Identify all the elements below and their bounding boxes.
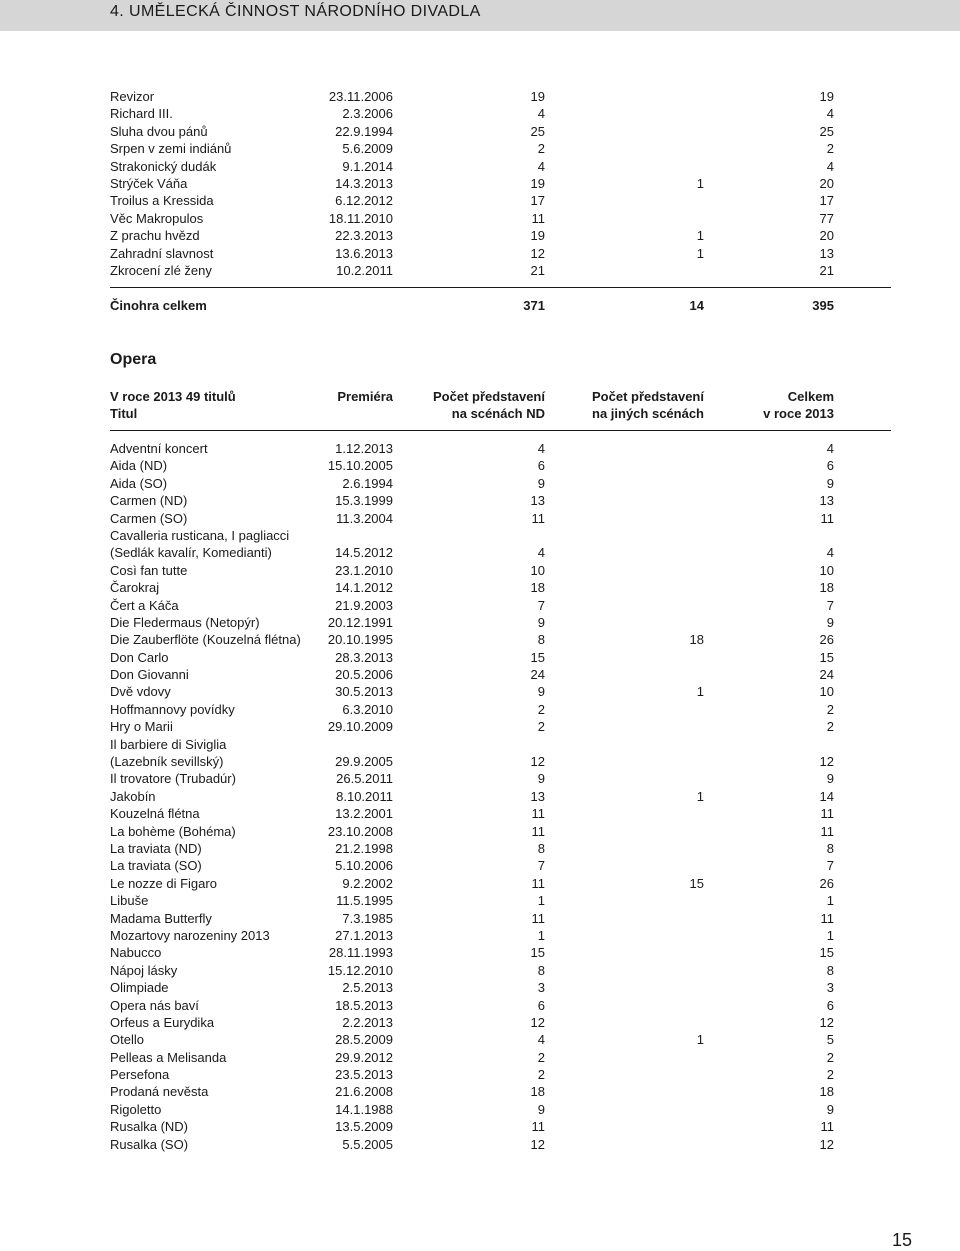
table-row (110, 562, 834, 579)
row-premiere: 15.10.2005 (327, 458, 393, 474)
row-count-nd: 19 (530, 175, 545, 191)
table-row (110, 105, 834, 122)
row-total: 10 (819, 562, 834, 578)
table-row (110, 175, 834, 192)
table-row (110, 614, 834, 631)
table-row (110, 944, 834, 961)
row-premiere: 2.2.2013 (342, 1014, 393, 1030)
row-total: 4 (826, 106, 834, 122)
table-row (110, 1066, 834, 1083)
row-title: Richard III. (110, 106, 173, 122)
row-total: 24 (819, 667, 834, 683)
row-title: Z prachu hvězd (110, 228, 200, 244)
row-count-nd: 11 (531, 823, 545, 839)
row-premiere: 27.1.2013 (335, 927, 393, 943)
table-row (110, 245, 834, 262)
row-total: 2 (826, 141, 834, 157)
row-premiere: 28.3.2013 (335, 649, 393, 665)
table-row (110, 1014, 834, 1031)
row-premiere: 9.1.2014 (342, 158, 393, 174)
row-total: 18 (819, 1084, 834, 1100)
opera-head-line2 (110, 405, 834, 422)
row-count-other: 1 (696, 684, 704, 700)
row-total: 8 (826, 962, 834, 978)
table-row (110, 492, 834, 509)
row-premiere: 1.12.2013 (335, 441, 393, 456)
row-count-other: 1 (696, 788, 704, 804)
row-title: Aida (SO) (110, 475, 168, 491)
row-total: 9 (826, 614, 834, 630)
table-row (110, 579, 834, 596)
row-premiere: 8.10.2011 (336, 788, 393, 804)
table-row (110, 857, 834, 874)
row-title: Pelleas a Melisanda (110, 1049, 227, 1065)
row-premiere: 29.10.2009 (327, 719, 393, 735)
row-premiere: 20.5.2006 (335, 667, 393, 683)
row-premiere: 28.11.1993 (328, 945, 393, 961)
table-row (110, 631, 834, 648)
row-title: Nápoj lásky (110, 962, 178, 978)
row-count-nd: 4 (537, 545, 545, 561)
row-total: 4 (826, 441, 834, 456)
row-premiere: 23.1.2010 (335, 562, 393, 578)
row-count-nd: 15 (530, 945, 545, 961)
row-total: 13 (819, 245, 834, 261)
row-count-nd: 24 (530, 667, 545, 683)
row-count-nd: 2 (537, 1049, 545, 1065)
table-row (110, 597, 834, 614)
row-title: Aida (ND) (110, 458, 168, 474)
row-total: 21 (819, 262, 834, 278)
row-count-nd: 8 (537, 962, 545, 978)
row-title: Die Fledermaus (Netopýr) (110, 614, 260, 630)
row-count-nd: 7 (537, 597, 545, 613)
row-count-nd: 12 (530, 754, 545, 770)
row-premiere: 2.5.2013 (342, 980, 393, 996)
table-row (110, 158, 834, 175)
row-premiere: 20.10.1995 (327, 632, 393, 648)
row-title: Madama Butterfly (110, 910, 212, 926)
table-row (110, 683, 834, 700)
row-count-nd: 1 (537, 893, 545, 909)
row-title: Srpen v zemi indiánů (110, 141, 232, 157)
row-total: 8 (826, 840, 834, 856)
row-title: La traviata (ND) (110, 840, 202, 856)
row-count-nd: 13 (530, 788, 545, 804)
row-title: Carmen (ND) (110, 493, 188, 509)
row-count-nd: 25 (530, 123, 545, 139)
chapter-header-band (0, 0, 960, 31)
head-title-count: V roce 2013 49 titulů (110, 389, 236, 404)
table-row (110, 440, 834, 457)
row-total: 15 (819, 649, 834, 665)
row-premiere: 14.5.2012 (335, 545, 393, 561)
row-count-nd: 4 (537, 106, 545, 122)
row-title: Libuše (110, 893, 149, 909)
row-count-nd: 17 (530, 193, 545, 209)
row-total: 2 (826, 1049, 834, 1065)
table-row (110, 140, 834, 157)
row-count-nd: 9 (537, 1101, 545, 1117)
row-total: 1 (826, 893, 834, 909)
row-total: 6 (826, 997, 834, 1013)
row-premiere: 29.9.2005 (335, 754, 393, 770)
row-premiere: 6.12.2012 (335, 193, 393, 209)
row-count-nd: 3 (537, 980, 545, 996)
row-count-nd: 11 (531, 210, 545, 226)
table-row (110, 123, 834, 140)
row-count-nd: 6 (537, 458, 545, 474)
row-count-nd: 11 (531, 910, 545, 926)
row-premiere: 14.1.2012 (335, 580, 393, 596)
drama-total-nd: 371 (523, 298, 545, 313)
row-count-nd: 4 (537, 441, 545, 456)
row-total: 18 (819, 580, 834, 596)
row-total: 12 (819, 1136, 834, 1152)
row-total: 20 (819, 175, 834, 191)
drama-total-other: 14 (689, 298, 704, 313)
head-total-2: v roce 2013 (763, 406, 834, 422)
row-count-nd: 4 (537, 1032, 545, 1048)
table-row (110, 997, 834, 1014)
row-title: Rigoletto (110, 1101, 162, 1117)
row-premiere: 23.11.2006 (328, 89, 393, 104)
row-title: Prodaná nevěsta (110, 1084, 209, 1100)
table-row (110, 823, 834, 840)
row-count-nd: 19 (530, 89, 545, 104)
table-row (110, 892, 834, 909)
row-total: 4 (826, 545, 834, 561)
row-title: Strýček Váňa (110, 175, 188, 191)
table-row (110, 457, 834, 474)
head-total-1: Celkem (787, 389, 834, 404)
row-count-other: 18 (689, 632, 704, 648)
row-title: Otello (110, 1032, 144, 1048)
row-count-nd: 11 (531, 1119, 545, 1135)
table-row (110, 510, 834, 527)
row-premiere: 13.6.2013 (335, 245, 393, 261)
row-title: Troilus a Kressida (110, 193, 214, 209)
row-premiere: 11.5.1995 (336, 893, 393, 909)
row-total: 9 (826, 1101, 834, 1117)
table-row (110, 1049, 834, 1066)
head-nd-1: Počet představení (433, 389, 545, 404)
row-title: Le nozze di Figaro (110, 875, 217, 891)
opera-head-line1 (110, 388, 834, 405)
row-total: 25 (819, 123, 834, 139)
table-row (110, 262, 834, 279)
row-premiere: 14.3.2013 (335, 175, 393, 191)
row-count-nd: 13 (530, 493, 545, 509)
row-count-nd: 8 (537, 632, 545, 648)
row-title: Mozartovy narozeniny 2013 (110, 927, 270, 943)
row-title: Il barbiere di Siviglia (110, 736, 227, 752)
table-row (110, 210, 834, 227)
row-title: Nabucco (110, 945, 162, 961)
row-total: 2 (826, 1067, 834, 1083)
head-other-1: Počet představení (592, 389, 704, 404)
table-row (110, 753, 834, 770)
row-count-nd: 2 (537, 719, 545, 735)
table-row (110, 718, 834, 735)
table-row (110, 1136, 834, 1153)
row-total: 9 (826, 475, 834, 491)
row-count-nd: 9 (537, 684, 545, 700)
table-row (110, 475, 834, 492)
row-total: 26 (819, 875, 834, 891)
row-total: 4 (826, 158, 834, 174)
row-total: 17 (819, 193, 834, 209)
row-count-nd: 21 (530, 262, 545, 278)
row-total: 9 (826, 771, 834, 787)
row-title: Čert a Káča (110, 597, 179, 613)
row-title: Carmen (SO) (110, 510, 188, 526)
row-title: Kouzelná flétna (110, 806, 200, 822)
row-total: 12 (819, 754, 834, 770)
table-row (110, 910, 834, 927)
row-premiere: 6.3.2010 (342, 701, 393, 717)
row-total: 2 (826, 719, 834, 735)
row-total: 15 (819, 945, 834, 961)
table-row (110, 1101, 834, 1118)
row-total: 19 (819, 89, 834, 104)
row-total: 7 (826, 858, 834, 874)
table-row (110, 544, 834, 561)
table-row (110, 736, 834, 753)
row-premiere: 29.9.2012 (335, 1049, 393, 1065)
drama-total-rule (110, 287, 891, 288)
row-title: Zkrocení zlé ženy (110, 262, 212, 278)
table-row (110, 666, 834, 683)
row-title: Olimpiade (110, 980, 169, 996)
row-premiere: 2.3.2006 (342, 106, 393, 122)
row-title: Cavalleria rusticana, I pagliacci (110, 527, 290, 543)
row-premiere: 5.10.2006 (335, 858, 393, 874)
row-total: 2 (826, 701, 834, 717)
row-count-nd: 2 (537, 1067, 545, 1083)
row-title: Orfeus a Eurydika (110, 1014, 215, 1030)
head-nd-2: na scénách ND (451, 406, 545, 422)
row-total: 13 (819, 493, 834, 509)
row-premiere: 22.3.2013 (335, 228, 393, 244)
table-row (110, 979, 834, 996)
row-premiere: 5.5.2005 (342, 1136, 393, 1152)
row-count-nd: 9 (537, 475, 545, 491)
head-title: Titul (110, 406, 138, 422)
row-count-nd: 12 (530, 1014, 545, 1030)
row-title: La bohème (Bohéma) (110, 823, 236, 839)
row-premiere: 11.3.2004 (336, 510, 393, 526)
row-title: Adventní koncert (110, 441, 208, 456)
opera-table-head (110, 388, 834, 423)
row-count-nd: 4 (537, 158, 545, 174)
row-count-nd: 10 (530, 562, 545, 578)
row-title: Zahradní slavnost (110, 245, 214, 261)
row-premiere: 15.12.2010 (327, 962, 393, 978)
row-total: 3 (826, 980, 834, 996)
row-total: 11 (820, 910, 834, 926)
row-count-other: 1 (696, 228, 704, 244)
row-title: (Sedlák kavalír, Komedianti) (110, 545, 272, 561)
row-title: Così fan tutte (110, 562, 188, 578)
row-premiere: 2.6.1994 (342, 475, 393, 491)
row-title: Il trovatore (Trubadúr) (110, 771, 236, 787)
table-row (110, 1083, 834, 1100)
row-total: 77 (819, 210, 834, 226)
row-premiere: 15.3.1999 (335, 493, 393, 509)
table-row (110, 192, 834, 209)
drama-table (110, 88, 834, 279)
row-count-nd: 2 (537, 141, 545, 157)
row-count-nd: 11 (531, 875, 545, 891)
row-premiere: 21.2.1998 (335, 840, 393, 856)
table-row (110, 962, 834, 979)
row-premiere: 21.6.2008 (335, 1084, 393, 1100)
table-row (110, 788, 834, 805)
row-count-nd: 9 (537, 614, 545, 630)
row-count-other: 1 (696, 175, 704, 191)
row-title: Revizor (110, 89, 155, 104)
table-row (110, 1031, 834, 1048)
row-count-nd: 1 (537, 927, 545, 943)
row-premiere: 30.5.2013 (335, 684, 393, 700)
table-row (110, 227, 834, 244)
table-row (110, 875, 834, 892)
row-premiere: 18.11.2010 (328, 210, 393, 226)
row-premiere: 18.5.2013 (335, 997, 393, 1013)
row-premiere: 22.9.1994 (335, 123, 393, 139)
table-row (110, 840, 834, 857)
table-row (110, 927, 834, 944)
row-title: Rusalka (ND) (110, 1119, 189, 1135)
row-title: Persefona (110, 1067, 170, 1083)
row-premiere: 21.9.2003 (335, 597, 393, 613)
row-premiere: 13.2.2001 (335, 806, 393, 822)
row-count-nd: 12 (530, 1136, 545, 1152)
row-total: 10 (819, 684, 834, 700)
row-premiere: 23.10.2008 (327, 823, 393, 839)
row-title: Strakonický dudák (110, 158, 217, 174)
table-row (110, 701, 834, 718)
row-count-nd: 9 (537, 771, 545, 787)
row-count-nd: 6 (537, 997, 545, 1013)
row-title: Dvě vdovy (110, 684, 171, 700)
row-count-nd: 2 (537, 701, 545, 717)
row-count-other: 1 (696, 245, 704, 261)
row-count-other: 1 (696, 1032, 704, 1048)
row-title: La traviata (SO) (110, 858, 202, 874)
row-title: Hoffmannovy povídky (110, 701, 235, 717)
row-premiere: 26.5.2011 (336, 771, 393, 787)
row-total: 7 (826, 597, 834, 613)
row-title: Jakobín (110, 788, 156, 804)
row-total: 11 (820, 510, 834, 526)
row-premiere: 14.1.1988 (335, 1101, 393, 1117)
row-title: Čarokraj (110, 580, 160, 596)
head-other-2: na jiných scénách (592, 406, 704, 422)
opera-table (110, 440, 834, 1153)
row-title: Sluha dvou pánů (110, 123, 208, 139)
row-total: 14 (819, 788, 834, 804)
row-premiere: 9.2.2002 (342, 875, 393, 891)
row-title: Hry o Marii (110, 719, 173, 735)
row-count-other: 15 (689, 875, 704, 891)
row-total: 5 (826, 1032, 834, 1048)
row-count-nd: 18 (530, 580, 545, 596)
row-title: (Lazebník sevillský) (110, 754, 224, 770)
row-total: 12 (819, 1014, 834, 1030)
row-title: Věc Makropulos (110, 210, 204, 226)
table-row (110, 805, 834, 822)
opera-head-rule (110, 430, 891, 431)
head-premiere: Premiéra (337, 389, 393, 404)
drama-total-total: 395 (812, 298, 834, 313)
page-number: 15 (891, 1230, 912, 1250)
row-total: 20 (819, 228, 834, 244)
row-total: 6 (826, 458, 834, 474)
row-count-nd: 7 (537, 858, 545, 874)
row-count-nd: 11 (531, 806, 545, 822)
row-title: Die Zauberflöte (Kouzelná flétna) (110, 632, 301, 648)
row-count-nd: 11 (531, 510, 545, 526)
row-premiere: 23.5.2013 (335, 1067, 393, 1083)
row-title: Opera nás baví (110, 997, 199, 1013)
row-count-nd: 18 (530, 1084, 545, 1100)
row-premiere: 10.2.2011 (336, 262, 393, 278)
row-count-nd: 15 (530, 649, 545, 665)
row-count-nd: 8 (537, 840, 545, 856)
table-row (110, 1118, 834, 1135)
row-count-nd: 12 (530, 245, 545, 261)
row-premiere: 13.5.2009 (335, 1119, 393, 1135)
row-total: 11 (820, 823, 834, 839)
row-title: Rusalka (SO) (110, 1136, 189, 1152)
row-total: 26 (819, 632, 834, 648)
row-total: 1 (826, 927, 834, 943)
table-row (110, 527, 834, 544)
table-row (110, 88, 834, 105)
row-count-nd: 19 (530, 228, 545, 244)
drama-total-row (110, 297, 834, 314)
row-premiere: 7.3.1985 (342, 910, 393, 926)
row-premiere: 5.6.2009 (342, 141, 393, 157)
row-premiere: 28.5.2009 (335, 1032, 393, 1048)
row-title: Don Giovanni (110, 667, 189, 683)
table-row (110, 649, 834, 666)
row-premiere: 20.12.1991 (327, 614, 393, 630)
chapter-title: 4. UMĚLECKÁ ČINNOST NÁRODNÍHO DIVADLA (110, 3, 481, 20)
opera-section-title: Opera (110, 351, 157, 368)
drama-total-label: Činohra celkem (110, 298, 207, 313)
row-title: Don Carlo (110, 649, 169, 665)
row-total: 11 (820, 1119, 834, 1135)
table-row (110, 770, 834, 787)
row-total: 11 (820, 806, 834, 822)
